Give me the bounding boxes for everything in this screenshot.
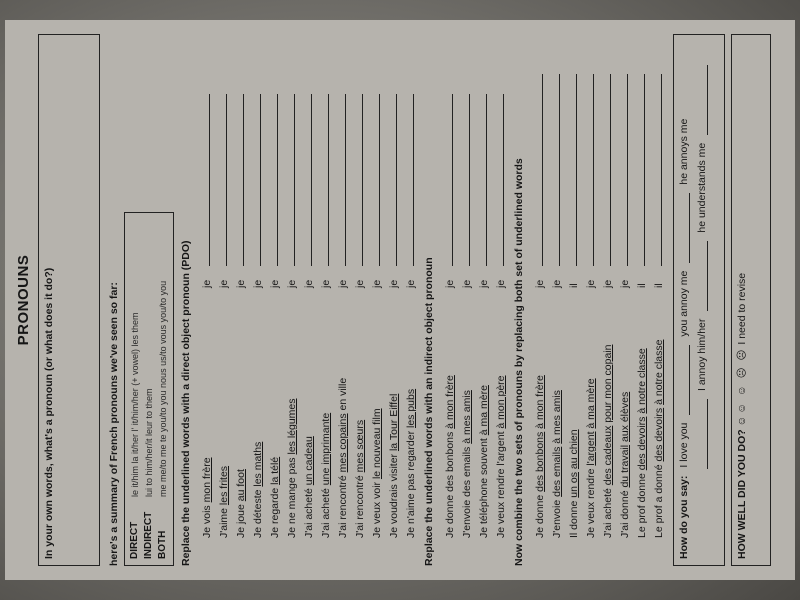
say-blank-5[interactable] xyxy=(707,65,708,135)
answer-prompt: je xyxy=(286,279,298,288)
answer-line[interactable] xyxy=(311,94,312,266)
section3-title: Now combine the two sets of pronouns by replacing both set of underlined words xyxy=(513,158,525,566)
well-revise: I need to revise xyxy=(736,272,748,345)
answer-prompt: je xyxy=(201,279,213,288)
sentence-pre: J'ai donné xyxy=(619,487,631,538)
sentence-pre: Je vois xyxy=(201,502,213,538)
sentence-pre: Je joue xyxy=(235,501,247,538)
summary-indirect-label: INDIRECT xyxy=(143,511,154,559)
answer-prompt: je xyxy=(354,279,366,288)
underlined-words-2: à notre classe xyxy=(653,339,665,405)
list-item xyxy=(439,34,456,538)
list-item xyxy=(230,34,247,538)
list-item xyxy=(400,34,417,538)
list-item xyxy=(247,34,264,538)
sentence-pre: Je donne xyxy=(534,491,546,538)
sentence xyxy=(303,288,315,538)
answer-line[interactable] xyxy=(396,94,397,266)
underlined-words-1: des bonbons xyxy=(534,431,546,492)
underlined-words: mon frère xyxy=(201,457,213,503)
underlined-words-2: à mes amis xyxy=(551,390,563,444)
sentence-pre: J'envoie des emails xyxy=(461,443,473,538)
underlined-words: mes sœurs xyxy=(354,419,366,473)
answer-line[interactable] xyxy=(469,94,470,266)
list-item xyxy=(383,34,400,538)
answer-prompt: je xyxy=(320,279,332,288)
sentence-pre: J'ai acheté xyxy=(602,485,614,538)
sentence-pre: Je déteste xyxy=(252,486,264,538)
underlined-words: mes copains xyxy=(337,413,349,473)
sentence-mid xyxy=(636,414,648,417)
how-well-box xyxy=(731,34,771,566)
underlined-words: le nouveau film xyxy=(371,408,383,480)
answer-line[interactable] xyxy=(644,74,645,266)
say-blank-4[interactable] xyxy=(707,241,708,311)
underlined-words: une imprimante xyxy=(320,412,332,486)
worksheet xyxy=(5,20,795,580)
list-item xyxy=(563,34,580,538)
sentence xyxy=(201,288,213,538)
list-item xyxy=(631,34,648,538)
list-item xyxy=(456,34,473,538)
say-you-annoy-me: you annoy me xyxy=(678,270,690,337)
list-item xyxy=(196,34,213,538)
sentence xyxy=(636,288,648,538)
underlined-words: au foot xyxy=(235,469,247,502)
sentence xyxy=(218,288,230,538)
say-blank-3[interactable] xyxy=(707,399,708,469)
list-item xyxy=(614,34,631,538)
list-item xyxy=(597,34,614,538)
underlined-words-1: l'argent xyxy=(585,431,597,466)
summary-indirect-row xyxy=(142,219,156,559)
list-item xyxy=(264,34,281,538)
pronoun-summary-box xyxy=(124,212,174,566)
say-he-understands-me: he understands me xyxy=(696,142,708,233)
answer-line[interactable] xyxy=(576,74,577,266)
list-item xyxy=(315,34,332,538)
underlined-words: un cadeau xyxy=(303,436,315,486)
sentence xyxy=(619,288,631,538)
answer-prompt: je xyxy=(388,279,400,288)
underlined-words: les maths xyxy=(252,441,264,487)
answer-prompt: je xyxy=(585,279,597,288)
sentence-pre: Je veux rendre xyxy=(585,465,597,538)
answer-prompt: je xyxy=(371,279,383,288)
answer-line[interactable] xyxy=(661,74,662,266)
sentence xyxy=(534,288,546,538)
sentence xyxy=(602,288,614,538)
say-blank-1[interactable] xyxy=(689,345,690,415)
list-item xyxy=(529,34,546,538)
sentence xyxy=(568,288,580,538)
own-words-question: In your own words, what's a pronoun (or what does it do?) xyxy=(43,267,55,559)
answer-line[interactable] xyxy=(503,94,504,266)
summary-direct-items: le it/him la it/her l' it/him/her (+ vowel) les them xyxy=(130,312,140,497)
answer-line[interactable] xyxy=(294,94,295,266)
answer-line[interactable] xyxy=(610,74,611,266)
answer-prompt: je xyxy=(619,279,631,288)
sentence-pre: Je donne des bonbons xyxy=(444,428,456,538)
underlined-words-2: aux élèves xyxy=(619,391,631,442)
answer-prompt: je xyxy=(461,279,473,288)
sentence xyxy=(235,288,247,538)
answer-line[interactable] xyxy=(627,74,628,266)
list-item xyxy=(580,34,597,538)
answer-line[interactable] xyxy=(452,94,453,266)
sentence xyxy=(354,288,366,538)
underlined-words: les pubs xyxy=(405,388,417,429)
sentence-pre: Je veux voir xyxy=(371,479,383,538)
underlined-words-1: des devoirs xyxy=(636,416,648,471)
say-i-love-you: I love you xyxy=(678,422,690,468)
sentence xyxy=(653,288,665,538)
sentence-pre: J'ai acheté xyxy=(320,485,332,538)
sentence-pre: Je regarde xyxy=(269,484,281,538)
answer-prompt: il xyxy=(636,283,648,288)
answer-line[interactable] xyxy=(243,94,244,266)
answer-line[interactable] xyxy=(542,74,543,266)
sentence xyxy=(551,288,563,538)
smiley-icons[interactable]: ☺☺ ☺ ☹ ☹ xyxy=(736,347,748,427)
section2-title: Replace the underlined words with an indirect object pronoun xyxy=(423,257,435,566)
answer-line[interactable] xyxy=(345,94,346,266)
answer-line[interactable] xyxy=(209,94,210,266)
say-blank-2[interactable] xyxy=(689,193,690,263)
answer-line[interactable] xyxy=(260,94,261,266)
answer-prompt: je xyxy=(303,279,315,288)
answer-prompt: il xyxy=(568,283,580,288)
summary-both-label: BOTH xyxy=(157,530,168,559)
answer-prompt: je xyxy=(551,279,563,288)
sentence-mid xyxy=(619,442,631,445)
sentence xyxy=(269,288,281,538)
list-item xyxy=(281,34,298,538)
underlined-words-1: des emails xyxy=(551,446,563,497)
sentence-pre: J'aime xyxy=(218,505,230,538)
list-item xyxy=(332,34,349,538)
sentence-mid xyxy=(534,429,546,432)
underlined-words-2: à mon frère xyxy=(534,375,546,429)
sentence-pre: Je téléphone souvent xyxy=(478,435,490,538)
summary-direct-label: DIRECT xyxy=(129,521,140,559)
how-do-you-say-box xyxy=(673,34,725,566)
sentence xyxy=(286,288,298,538)
answer-line[interactable] xyxy=(413,94,414,266)
answer-line[interactable] xyxy=(277,94,278,266)
list-item xyxy=(490,34,507,538)
answer-prompt: je xyxy=(337,279,349,288)
underlined-words-1: des cadeaux xyxy=(602,425,614,486)
sentence-mid xyxy=(653,405,665,408)
sentence xyxy=(585,288,597,538)
underlined-words: les frites xyxy=(218,465,230,506)
list-item xyxy=(648,34,665,538)
answer-prompt: je xyxy=(602,279,614,288)
answer-line[interactable] xyxy=(362,94,363,266)
answer-line[interactable] xyxy=(559,74,560,266)
answer-line[interactable] xyxy=(328,94,329,266)
answer-line[interactable] xyxy=(486,94,487,266)
underlined-words-2: à ma mère xyxy=(585,378,597,429)
sentence-pre: Je ne mange pas xyxy=(286,454,298,538)
own-words-box[interactable] xyxy=(38,34,100,566)
answer-prompt: je xyxy=(478,279,490,288)
summary-both-items: me me/to me te you/to you nous us/to vous you/to you xyxy=(158,280,168,497)
list-item xyxy=(366,34,383,538)
answer-line[interactable] xyxy=(379,94,380,266)
underlined-words-1: des devoirs xyxy=(653,407,665,462)
underlined-words: la télé xyxy=(269,456,281,485)
sentence xyxy=(320,288,332,538)
sentence xyxy=(478,288,490,538)
sentence xyxy=(444,288,456,538)
list-item xyxy=(298,34,315,538)
sentence xyxy=(337,288,349,538)
underlined-words: à ma mère xyxy=(478,385,490,436)
answer-prompt: je xyxy=(269,279,281,288)
sentence xyxy=(388,288,400,538)
answer-prompt: je xyxy=(252,279,264,288)
summary-direct-row xyxy=(128,219,142,559)
sentence-pre: J'envoie xyxy=(551,496,563,538)
sentence xyxy=(405,288,417,538)
summary-intro: here's a summary of French pronouns we've seen so far: xyxy=(108,282,120,566)
summary-indirect-items: lui to him/her/it leur to them xyxy=(144,388,154,497)
list-item xyxy=(213,34,230,538)
sentence-pre: Je voudrais visiter xyxy=(388,451,400,538)
sentence-post: en ville xyxy=(337,377,349,414)
sentence-pre: J'ai rencontré xyxy=(337,472,349,538)
well-heading: HOW WELL DID YOU DO? xyxy=(736,429,748,559)
list-item xyxy=(473,34,490,538)
underlined-words-2: à notre classe xyxy=(636,348,648,414)
answer-prompt: je xyxy=(235,279,247,288)
sentence xyxy=(252,288,264,538)
underlined-words: la Tour Eiffel xyxy=(388,393,400,452)
sentence xyxy=(461,288,473,538)
sentence-mid xyxy=(568,469,580,472)
answer-line[interactable] xyxy=(593,74,594,266)
underlined-words: à mes amis xyxy=(461,390,473,444)
say-i-annoy-him-her: I annoy him/her xyxy=(696,318,708,391)
underlined-words: à mon père xyxy=(495,375,507,429)
section3-list xyxy=(529,34,665,566)
worksheet-title: PRONOUNS xyxy=(15,254,32,346)
sentence-mid xyxy=(602,423,614,426)
answer-prompt: je xyxy=(405,279,417,288)
underlined-words-1: du travail xyxy=(619,444,631,488)
underlined-words-2: au chien xyxy=(568,429,580,470)
sentence-pre: Le prof a donné xyxy=(653,461,665,538)
underlined-words: à mon frère xyxy=(444,375,456,429)
answer-prompt: je xyxy=(495,279,507,288)
answer-line[interactable] xyxy=(226,94,227,266)
section2-list xyxy=(439,34,507,566)
answer-prompt: il xyxy=(653,283,665,288)
section1-list xyxy=(196,34,417,566)
list-item xyxy=(349,34,366,538)
underlined-words-2: pour mon copain xyxy=(602,344,614,423)
answer-prompt: je xyxy=(218,279,230,288)
list-item xyxy=(546,34,563,538)
answer-prompt: je xyxy=(534,279,546,288)
underlined-words: les légumes xyxy=(286,398,298,455)
say-he-annoys-me: he annoys me xyxy=(678,118,690,185)
sentence-pre: J'ai rencontré xyxy=(354,472,366,538)
say-heading: How do you say: xyxy=(678,475,690,559)
underlined-words-1: un os xyxy=(568,472,580,498)
sentence-pre: J'ai acheté xyxy=(303,485,315,538)
sentence xyxy=(371,288,383,538)
sentence xyxy=(495,288,507,538)
sentence-pre: Je n'aime pas regarder xyxy=(405,428,417,538)
sentence-pre: Il donne xyxy=(568,497,580,538)
section1-title: Replace the underlined words with a direct object pronoun (PDO) xyxy=(180,240,192,566)
sentence-pre: Je veux rendre l'argent xyxy=(495,428,507,538)
answer-prompt: je xyxy=(444,279,456,288)
sentence-pre: Le prof donne xyxy=(636,470,648,538)
sentence-mid xyxy=(551,444,563,447)
summary-both-row xyxy=(156,219,170,559)
